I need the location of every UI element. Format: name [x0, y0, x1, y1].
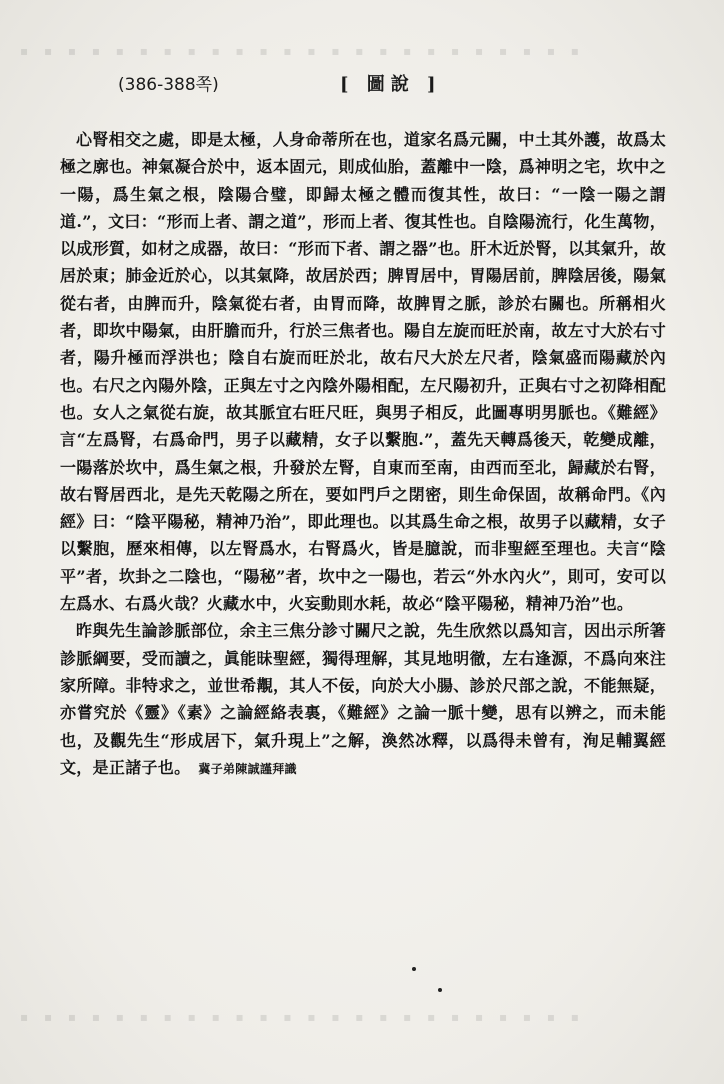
- bleed-through-texture: ▪ ▪ ▪ ▪ ▪ ▪ ▪ ▪ ▪ ▪ ▪ ▪ ▪ ▪ ▪ ▪ ▪ ▪ ▪ ▪ ▪ ▪ ▪ ▪: [20, 44, 585, 58]
- signature: 冀子弟陳誠謹拜識: [198, 761, 297, 776]
- body-text: [60, 126, 666, 783]
- paragraph-postscript: [60, 617, 666, 783]
- scan-speck: [412, 967, 416, 971]
- page-header: [0, 70, 724, 98]
- section-title: [ 圖說 ]: [340, 74, 442, 95]
- bleed-through-texture: ▪ ▪ ▪ ▪ ▪ ▪ ▪ ▪ ▪ ▪ ▪ ▪ ▪ ▪ ▪ ▪ ▪ ▪ ▪ ▪ ▪ ▪ ▪ ▪: [20, 1010, 585, 1024]
- postscript-text: 昨與先生論診脈部位，余主三焦分診寸關尺之說，先生欣然以爲知言，因出示所箸診脈綱要，受而讀之，眞能昧聖經，獨得理解，其見地明徹，左右逢源，不爲向來注家所障。非特求之，並世希覯，其人不佞，向於大小腸、診於尺部之說，不能無疑，亦嘗究於《靈》《素》之論經絡表裏，《難經》之論一脈十變，思有以辨之，而未能也，及觀先生“形成居下，氣升現上”之解，渙然冰釋，以爲得未曾有，洵足輔翼經文，是正諸子也。: [60, 621, 666, 777]
- page-reference: (386-388쪽): [118, 75, 219, 95]
- paragraph-commentary: 心腎相交之處，即是太極，人身命蒂所在也，道家名爲元關，中土其外護，故爲太極之廓也。神氣凝合於中，返本固元，則成仙胎，蓋離中一陰，爲神明之宅，坎中之一陽，爲生氣之根，陰陽合璧，即歸太極之體而復其性，故曰：“一陰一陽之謂道.”，文曰：“形而上者、謂之道”，形而上者、復其性也。自陰陽流行，化生萬物，以成形質，如材之成器，故曰：“形而下者、謂之器”也。肝木近於腎，以其氣升，故居於東；肺金近於心，以其氣降，故居於西；脾胃居中，胃陽居前，脾陰居後，陽氣從右者，由脾而升，陰氣從右者，由胃而降，故脾胃之脈，診於右關也。所稱相火者，即坎中陽氣，由肝膽而升，行於三焦者也。陽自左旋而旺於南，故左寸大於右寸者，陽升極而浮洪也；陰自右旋而旺於北，故右尺大於左尺者，陰氣盛而陽藏於內也。右尺之內陽外陰，正與左寸之內陰外陽相配，左尺陽初升，正與右寸之初降相配也。女人之氣從右旋，故其脈宜右旺尺旺，與男子相反，此圖專明男脈也。《難經》言“左爲腎，右爲命門，男子以藏精，女子以繫胞.”，蓋先天轉爲後天，乾變成離，一陽落於坎中，爲生氣之根，升發於左腎，自東而至南，由西而至北，歸藏於右腎，故右腎居西北，是先天乾陽之所在，要如門戶之閉密，則生命保固，故稱命門。《內經》曰：“陰平陽秘，精神乃治”，即此理也。以其爲生命之根，故男子以藏精，女子以繫胞，歷來相傳，以左腎爲水，右腎爲火，皆是臆說，而非聖經至理也。夫言“陰平”者，坎卦之二陰也，“陽秘”者，坎中之一陽也，若云“外水內火”，則可，安可以左爲水、右爲火哉？火藏水中，火妄動則水耗，故必“陰平陽秘，精神乃治”也。: [60, 130, 666, 614]
- scan-speck: [438, 988, 442, 992]
